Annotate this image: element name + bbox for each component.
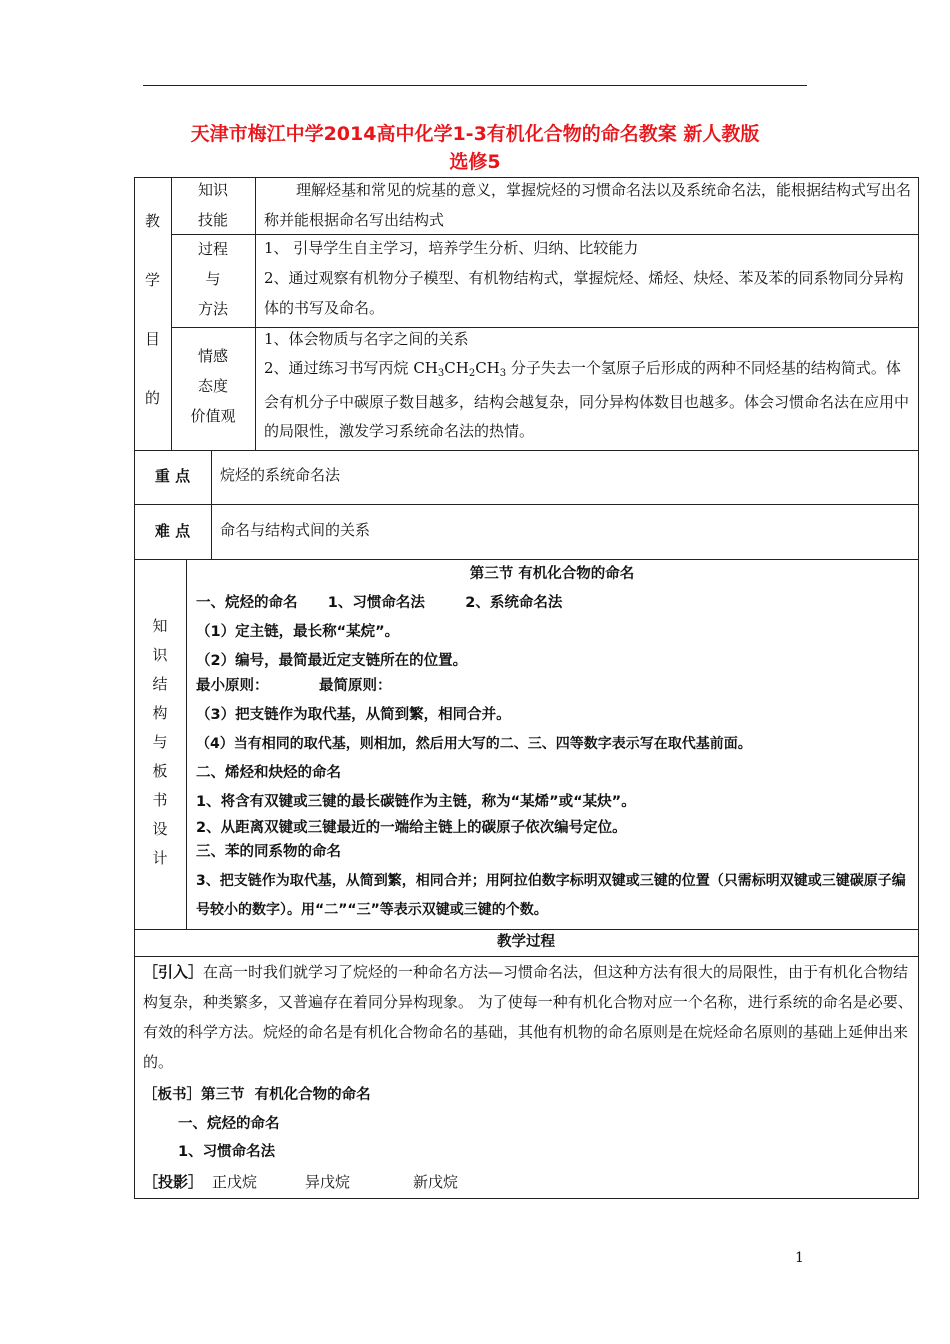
label-line: 知识	[197, 181, 228, 199]
objectives-side-char: 的	[144, 389, 160, 407]
attitude-line-1: 1、体会物质与名字之间的关系	[264, 330, 469, 348]
board-line: （3）把支链作为取代基，从简到繁，相同合并。	[196, 707, 511, 723]
objective-label-knowledge	[171, 175, 255, 235]
board-side-char: 构	[152, 704, 168, 722]
process-heading: 教学过程	[497, 934, 555, 950]
attitude-line-2	[264, 354, 914, 446]
objective-text-process	[264, 233, 914, 323]
process-projection	[143, 1167, 203, 1197]
process-line: 2、通过观察有机物分子模型、有机物结构式，掌握烷烃、烯烃、炔烃、苯及苯的同系物同分异构体的书写及命名。	[264, 269, 904, 317]
board-line: 1、将含有双键或三键的最长碳链作为主链，称为“某烯”或“某炔”。	[196, 794, 636, 810]
board-side-char: 设	[152, 820, 168, 838]
board-side-char: 与	[152, 733, 168, 751]
label-line: 态度	[197, 377, 228, 395]
board-heading: 第三节 有机化合物的命名	[469, 566, 635, 582]
objective-text-knowledge: 理解烃基和常见的烷基的意义，掌握烷烃的习惯命名法以及系统命名法，能根据结构式写出名称并能根据命名写出结构式	[264, 181, 912, 229]
key-point-text: 烷烃的系统命名法	[220, 466, 341, 484]
board-side-char: 书	[152, 791, 168, 809]
objectives-side-char: 教	[144, 212, 160, 230]
board-line: 3、把支链作为取代基，从简到繁，相同合并；用阿拉伯数字标明双键或三键的位置（只需标明双键或三键碳原子编号较小的数字）。用“二”“三”等表示双键或三键的个数。	[196, 873, 906, 918]
board-line: 2、从距离双键或三键最近的一端给主链上的碳原子依次编号定位。	[196, 820, 627, 836]
board-side-label	[134, 612, 186, 873]
label-line: 过程	[197, 240, 228, 258]
process-sub-heading: 一、烷烃的命名	[178, 1116, 280, 1132]
objectives-side-label	[134, 177, 171, 450]
process-intro	[143, 957, 913, 1077]
process-sub-heading: 1、习惯命名法	[178, 1144, 276, 1160]
propane-formula: $CH_3CH_2CH_3$	[413, 359, 507, 379]
attitude-prefix: 2、通过练习书写丙烷	[264, 359, 414, 377]
intro-text: 在高一时我们就学习了烷烃的一种命名方法—习惯命名法，但这种方法有很大的局限性，由于有机化合物结构复杂，种类繁多，又普遍存在着同分异构现象。 为了使每一种有机化合物对应一个名称，进行系统的命名是必要、有效的科学方法。烷烃的命名是有机化合物命名的基础，其他有机物的命名原则是在烷烃命名原则的基础上延伸出来的。	[143, 963, 913, 1071]
board-text: 第三节 有机化合物的命名	[201, 1087, 371, 1103]
board-side-char: 结	[152, 675, 168, 693]
board-line: 二、烯烃和炔烃的命名	[196, 765, 341, 781]
board-side-char: 计	[152, 849, 168, 867]
title-line-2: 选修5	[449, 151, 501, 173]
board-side-char: 知	[152, 617, 168, 635]
projection-item: 正戊烷	[212, 1173, 258, 1191]
label-line: 情感	[197, 347, 228, 365]
label-line: 与	[205, 270, 221, 288]
board-side-char: 板	[152, 762, 168, 780]
board-line: （4）当有相同的取代基，则相加，然后用大写的二、三、四等数字表示写在取代基前面。	[196, 736, 752, 752]
projection-item: 异戊烷	[305, 1173, 351, 1191]
board-line: 最小原则： 最简原则：	[196, 678, 392, 694]
document-title	[143, 120, 807, 176]
board-line: 一、烷烃的命名 1、习惯命名法 2、系统命名法	[196, 595, 563, 611]
board-line: （1）定主链，最长称“某烷”。	[196, 624, 400, 640]
label-line: 方法	[197, 300, 228, 318]
board-line: （2）编号，最简最近定支链所在的位置。	[196, 653, 468, 669]
difficulty-text: 命名与结构式间的关系	[220, 521, 371, 539]
key-point-label: 重 点	[154, 467, 191, 485]
projection-item: 新戊烷	[413, 1173, 459, 1191]
objective-label-attitude	[171, 341, 255, 431]
projection-tag: ［投影］	[143, 1173, 204, 1191]
objective-label-process	[171, 234, 255, 324]
board-side-char: 识	[152, 646, 168, 664]
attitude-suffix: 分子失去一个氢原子后形成的两种不同烃基的结构简式。体会有机分子中碳原子数目越多，结构会越复杂，同分异构体数目也越多。体会习惯命名法在应用中的局限性，激发学习系统命名法的热情。	[264, 359, 910, 440]
process-board-line	[143, 1081, 371, 1110]
objectives-side-char: 学	[144, 271, 160, 289]
label-line: 价值观	[190, 407, 236, 425]
header-rule	[143, 85, 807, 86]
page-number: 1	[795, 1250, 804, 1266]
difficulty-label: 难 点	[154, 522, 191, 540]
objective-text-attitude	[264, 325, 914, 446]
title-line-1: 天津市梅江中学2014高中化学1-3有机化合物的命名教案 新人教版	[190, 123, 760, 145]
intro-tag: ［引入］	[143, 963, 204, 981]
board-line: 三、苯的同系物的命名	[196, 844, 341, 860]
process-line: 1、 引导学生自主学习，培养学生分析、归纳、比较能力	[264, 239, 639, 257]
board-tag: ［板书］	[143, 1087, 201, 1103]
label-line: 技能	[197, 211, 228, 229]
objectives-side-char: 目	[144, 330, 160, 348]
